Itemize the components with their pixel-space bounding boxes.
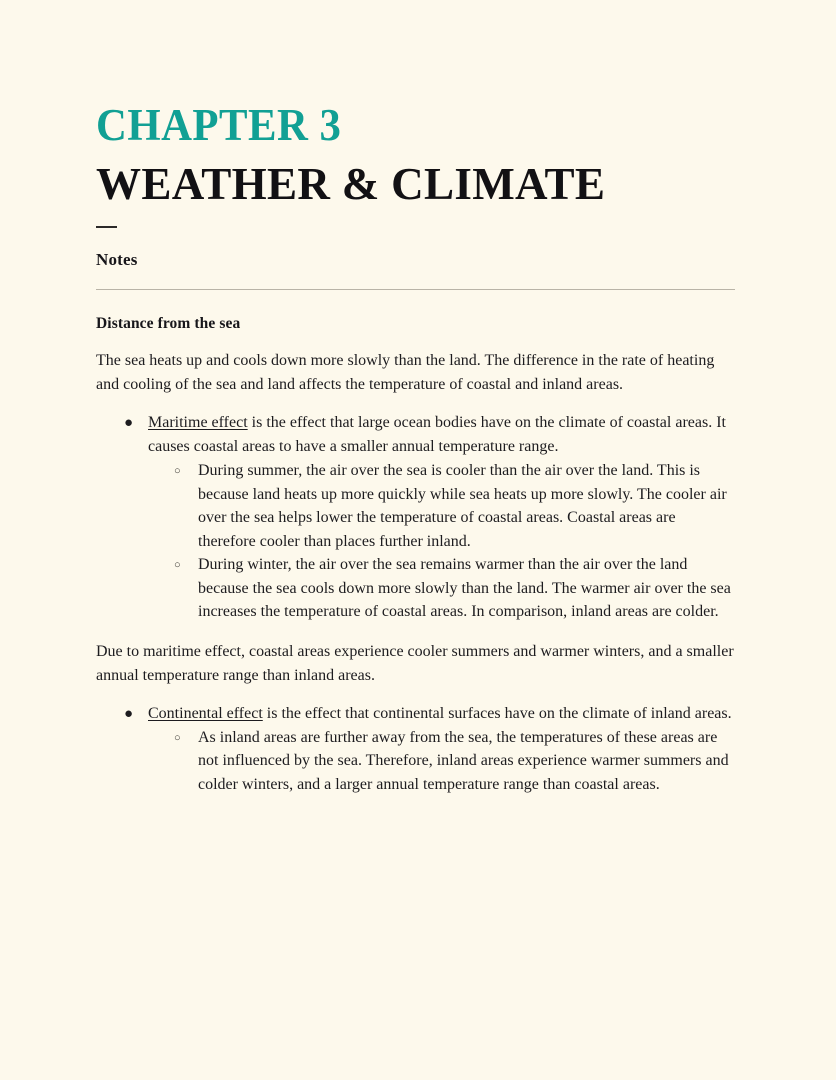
chapter-label: CHAPTER 3	[96, 100, 342, 150]
continental-effect-list	[96, 688, 736, 797]
list-item	[148, 726, 736, 797]
list-item	[148, 553, 736, 624]
maritime-sub-list	[148, 459, 736, 624]
section-heading: Distance from the sea	[96, 315, 241, 333]
inland-temperature-text: As inland areas are further away from the sea, the temperatures of these areas are not influenced by the sea. Therefore, inland areas experience warmer summers and colder winters, and a larger annual temperature range than coastal areas.	[198, 728, 729, 793]
bullet-disc-icon: ●	[124, 415, 134, 432]
maritime-effect-term: Maritime effect	[148, 414, 248, 432]
winter-effect-text: During winter, the air over the sea remains warmer than the air over the land because the sea cools down more slowly than the land. The warmer air over the sea increases the temperature of coastal areas. In comparison, inland areas are colder.	[198, 556, 731, 621]
page-content	[96, 0, 736, 796]
continental-effect-definition: is the effect that continental surfaces have on the climate of inland areas.	[262, 704, 732, 722]
summer-effect-text: During summer, the air over the sea is cooler than the air over the land. This is because land heats up more quickly while sea heats up more slowly. The cooler air over the sea helps lower the temperature of coastal areas. Coastal areas are therefore cooler than places further inland.	[198, 462, 727, 550]
continental-effect-term: Continental effect	[148, 704, 263, 722]
page-title: WEATHER & CLIMATE	[96, 158, 606, 209]
maritime-effect-list	[96, 397, 736, 624]
list-item	[96, 411, 736, 624]
list-item	[148, 459, 736, 553]
bullet-circle-icon: ○	[174, 559, 181, 572]
bullet-circle-icon: ○	[174, 465, 181, 478]
maritime-summary-paragraph: Due to maritime effect, coastal areas experience cooler summers and warmer winters, and a smaller annual temperature range than inland areas.	[96, 642, 734, 684]
intro-paragraph: The sea heats up and cools down more slowly than the land. The difference in the rate of heating and cooling of the sea and land affects the temperature of coastal and inland areas.	[96, 352, 715, 394]
maritime-effect-definition: is the effect that large ocean bodies have on the climate of coastal areas. It causes coastal areas to have a smaller annual temperature range.	[148, 414, 726, 456]
list-item	[96, 702, 736, 797]
notes-label: Notes	[96, 250, 138, 270]
bullet-circle-icon: ○	[174, 731, 181, 744]
bullet-disc-icon: ●	[124, 705, 134, 722]
continental-sub-list	[148, 726, 736, 797]
